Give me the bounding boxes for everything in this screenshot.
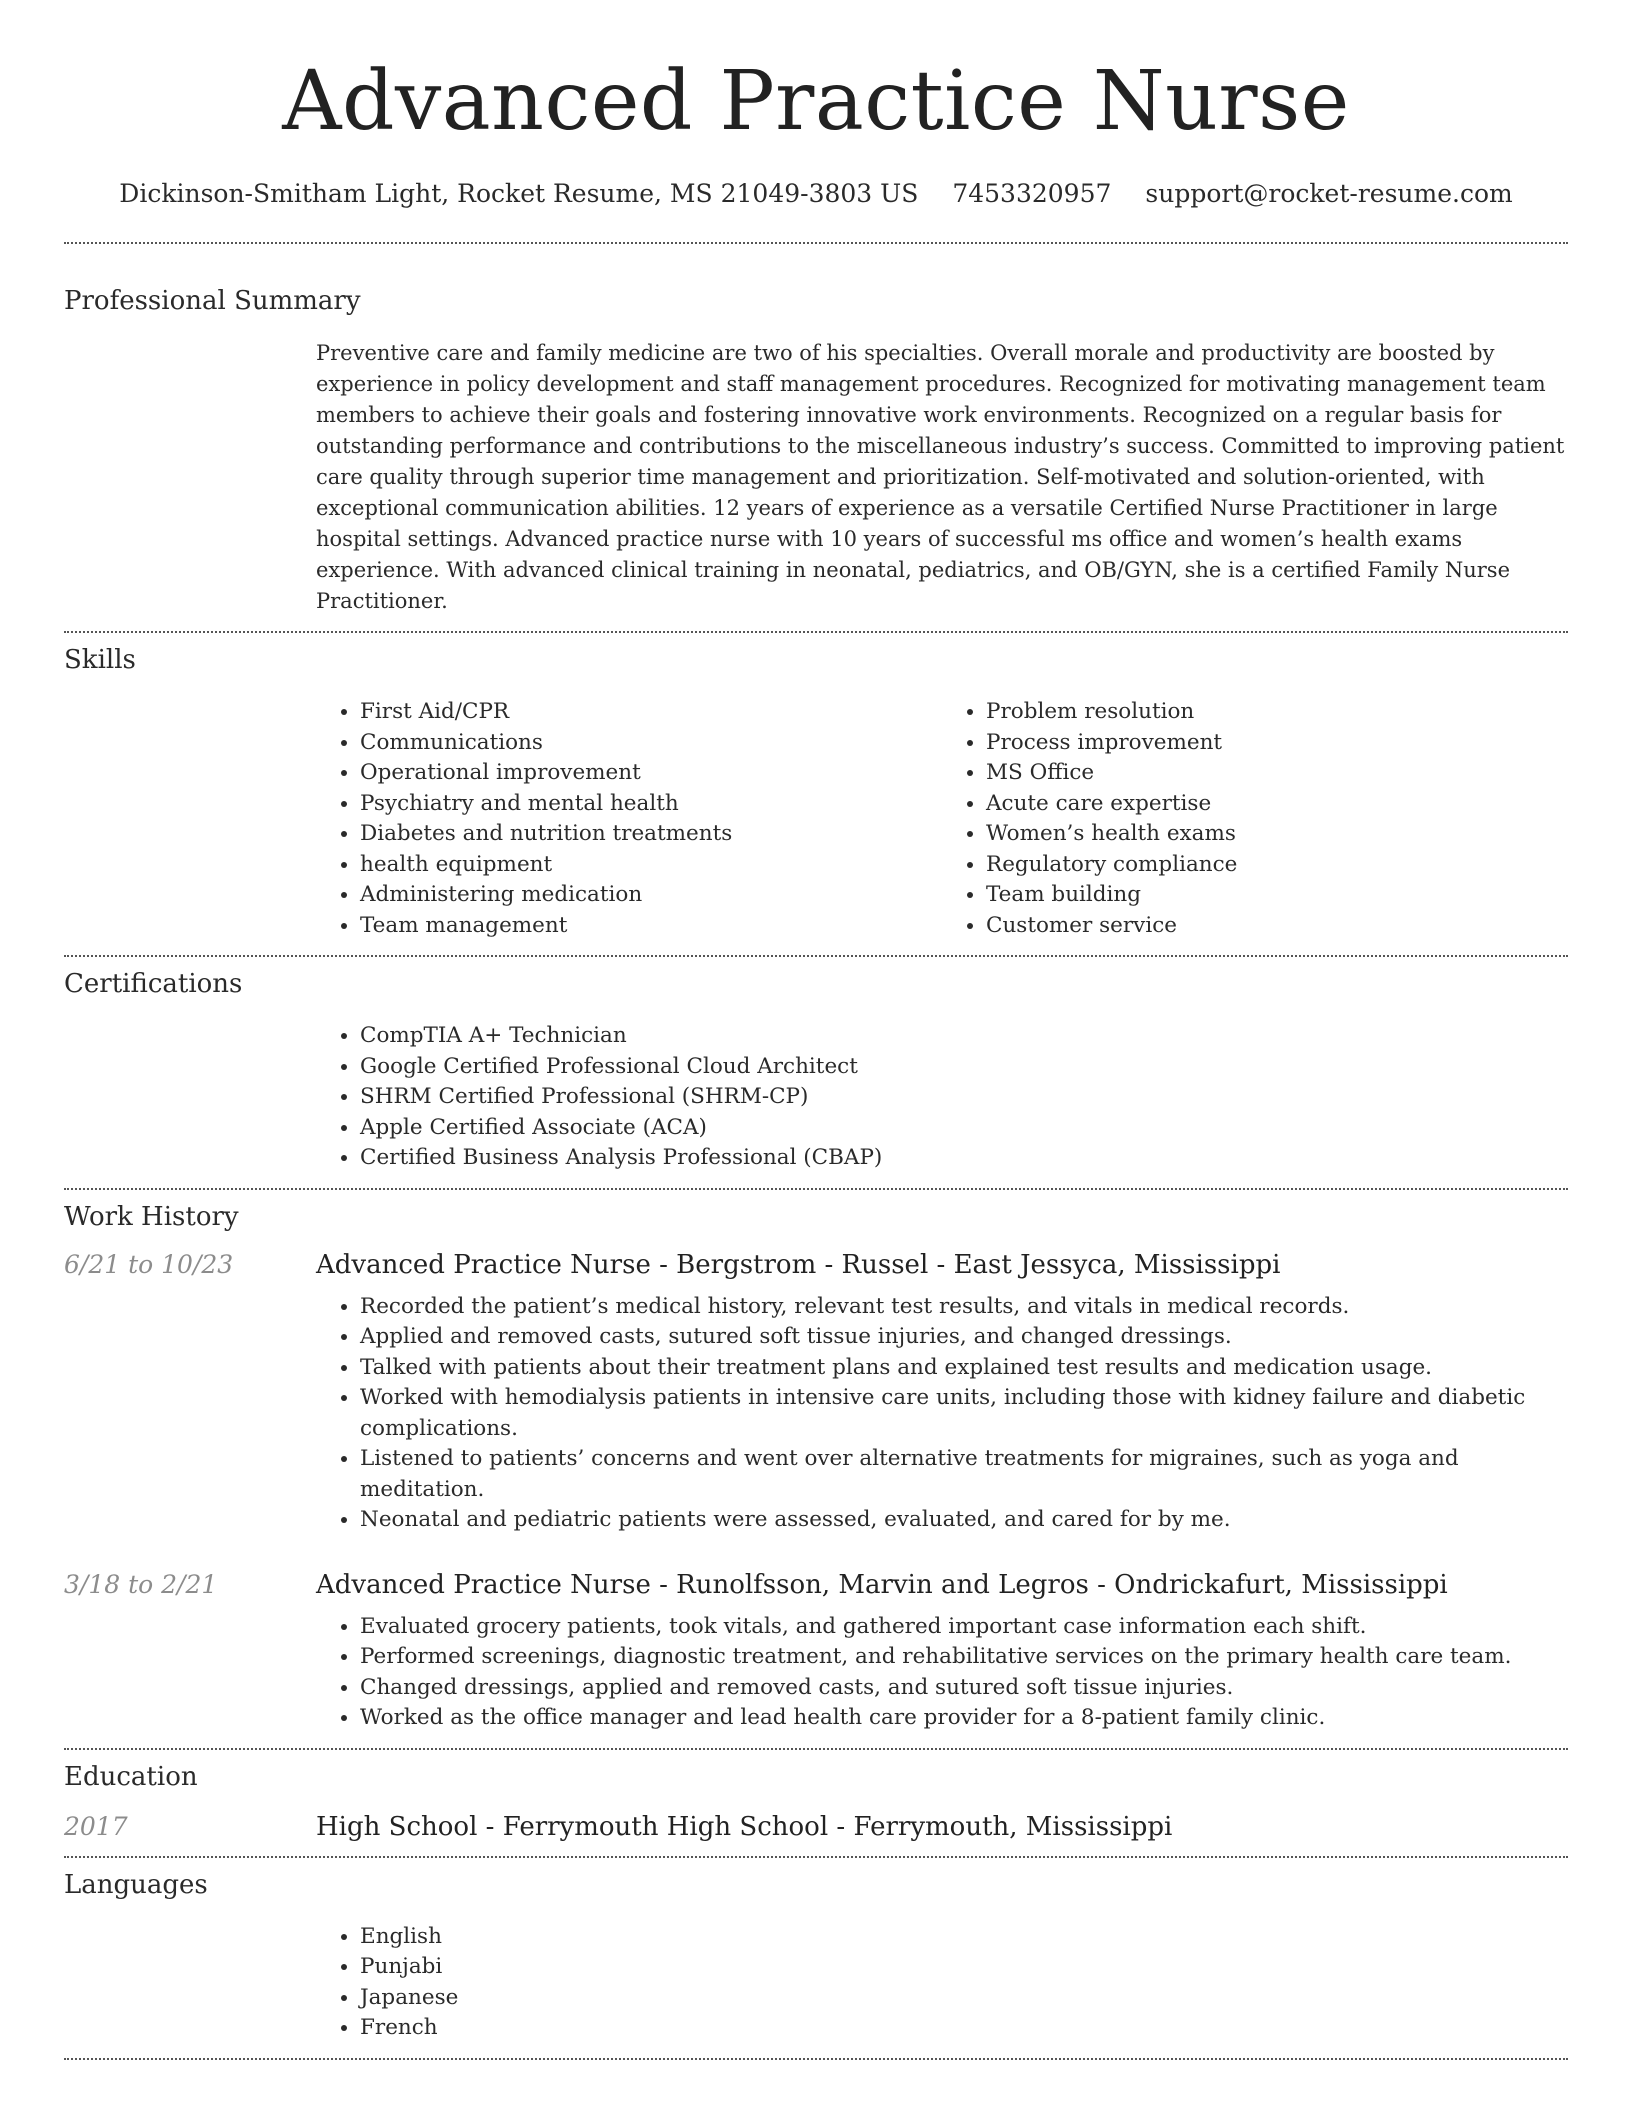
job-bullet: • Applied and removed casts, sutured soft tissue injuries, and changed dressings. — [360, 1322, 1568, 1353]
contact-email: support@rocket-resume.com — [1145, 179, 1513, 208]
job-bullet: • Recorded the patient’s medical history, relevant test results, and vitals in medical records. — [360, 1292, 1568, 1323]
language-item: • English — [360, 1922, 1568, 1953]
skill-item: • Administering medication — [360, 880, 942, 911]
skill-item: • Process improvement — [986, 728, 1568, 759]
section-title-work-history: Work History — [64, 1201, 239, 1232]
skill-item: • Communications — [360, 728, 942, 759]
job-bullet: • Performed screenings, diagnostic treatment, and rehabilitative services on the primary health care team. — [360, 1642, 1568, 1673]
summary-text: Preventive care and family medicine are two of his specialties. Overall morale and productivity are boosted by experience in policy development and staff management procedures. Recognized for motivating management team members to achieve their goals and fostering innovative work environments. Recognized on a regular basis for outstanding performance and contributions to the miscellaneous industry’s success. Committed to improving patient care quality through superior time management and prioritization. Self-motivated and solution-oriented, with exceptional communication abilities. 12 years of experience as a versatile Certified Nurse Practitioner in large hospital settings. Advanced practice nurse with 10 years of successful ms office and women’s health exams experience. With advanced clinical training in neonatal, pediatrics, and OB/GYN, she is a certified Family Nurse Practitioner. — [316, 341, 1565, 613]
language-item: • Japanese — [360, 1983, 1568, 2014]
job-bullet: • Talked with patients about their treatment plans and explained test results and medication usage. — [360, 1353, 1568, 1384]
skill-item: • Regulatory compliance — [986, 850, 1568, 881]
language-item: • Punjabi — [360, 1952, 1568, 1983]
skill-item: • Psychiatry and mental health — [360, 789, 942, 820]
certifications-section — [64, 957, 1568, 1174]
job-entry — [64, 1250, 1568, 1536]
languages-list — [316, 1922, 1568, 2044]
skill-item: • Team management — [360, 911, 942, 942]
skills-list-left — [316, 697, 942, 941]
skills-list-right — [942, 697, 1568, 941]
contact-address: Dickinson-Smitham Light, Rocket Resume, MS 21049-3803 US — [119, 179, 919, 208]
certifications-list — [316, 1021, 1568, 1174]
education-entry: High School - Ferrymouth High School - Ferrymouth, Mississippi — [316, 1811, 1173, 1842]
divider — [64, 2058, 1568, 2060]
skill-item: • Diabetes and nutrition treatments — [360, 819, 942, 850]
job-bullet: • Worked as the office manager and lead health care provider for a 8-patient family clinic. — [360, 1703, 1568, 1734]
education-section — [64, 1750, 1568, 1842]
skill-item: • MS Office — [986, 758, 1568, 789]
summary-section — [64, 244, 1568, 617]
job-bullets — [316, 1292, 1568, 1536]
skill-item: • Customer service — [986, 911, 1568, 942]
contact-line — [64, 178, 1568, 210]
certification-item: • Google Certified Professional Cloud Architect — [360, 1052, 1568, 1083]
section-title-certifications: Certifications — [64, 969, 243, 999]
job-title: Advanced Practice Nurse - Runolfsson, Marvin and Legros - Ondrickafurt, Mississippi — [316, 1569, 1448, 1600]
work-history-section — [64, 1190, 1568, 1734]
job-bullet: • Neonatal and pediatric patients were assessed, evaluated, and cared for by me. — [360, 1505, 1568, 1536]
job-bullet: • Evaluated grocery patients, took vitals, and gathered important case information each shift. — [360, 1612, 1568, 1643]
skill-item: • Women’s health exams — [986, 819, 1568, 850]
job-bullet: • Worked with hemodialysis patients in intensive care units, including those with kidney failure and diabetic complications. — [360, 1383, 1568, 1444]
job-bullet: • Changed dressings, applied and removed casts, and sutured soft tissue injuries. — [360, 1673, 1568, 1704]
skill-item: • Team building — [986, 880, 1568, 911]
job-bullets — [316, 1612, 1568, 1734]
section-title-languages: Languages — [64, 1869, 208, 1900]
contact-phone: 7453320957 — [952, 179, 1112, 208]
section-title-education: Education — [64, 1761, 198, 1792]
certification-item: • Certified Business Analysis Professional (CBAP) — [360, 1143, 1568, 1174]
certification-item: • CompTIA A+ Technician — [360, 1021, 1568, 1052]
section-title-skills: Skills — [64, 645, 136, 675]
job-entry — [64, 1570, 1568, 1734]
certification-item: • Apple Certified Associate (ACA) — [360, 1113, 1568, 1144]
resume-name: Advanced Practice Nurse — [282, 54, 1350, 149]
skill-item: • First Aid/CPR — [360, 697, 942, 728]
skill-item: • health equipment — [360, 850, 942, 881]
languages-section — [64, 1858, 1568, 2044]
job-dates: 3/18 to 2/21 — [64, 1569, 218, 1599]
skill-item: • Problem resolution — [986, 697, 1568, 728]
skill-item: • Acute care expertise — [986, 789, 1568, 820]
skill-item: • Operational improvement — [360, 758, 942, 789]
job-title: Advanced Practice Nurse - Bergstrom - Russel - East Jessyca, Mississippi — [316, 1249, 1281, 1280]
certification-item: • SHRM Certified Professional (SHRM-CP) — [360, 1082, 1568, 1113]
job-bullet: • Listened to patients’ concerns and went over alternative treatments for migraines, such as yoga and meditation. — [360, 1444, 1568, 1505]
section-title-summary: Professional Summary — [64, 286, 361, 316]
language-item: • French — [360, 2013, 1568, 2044]
job-dates: 6/21 to 10/23 — [64, 1249, 234, 1279]
education-year: 2017 — [64, 1811, 128, 1841]
skills-section — [64, 633, 1568, 941]
